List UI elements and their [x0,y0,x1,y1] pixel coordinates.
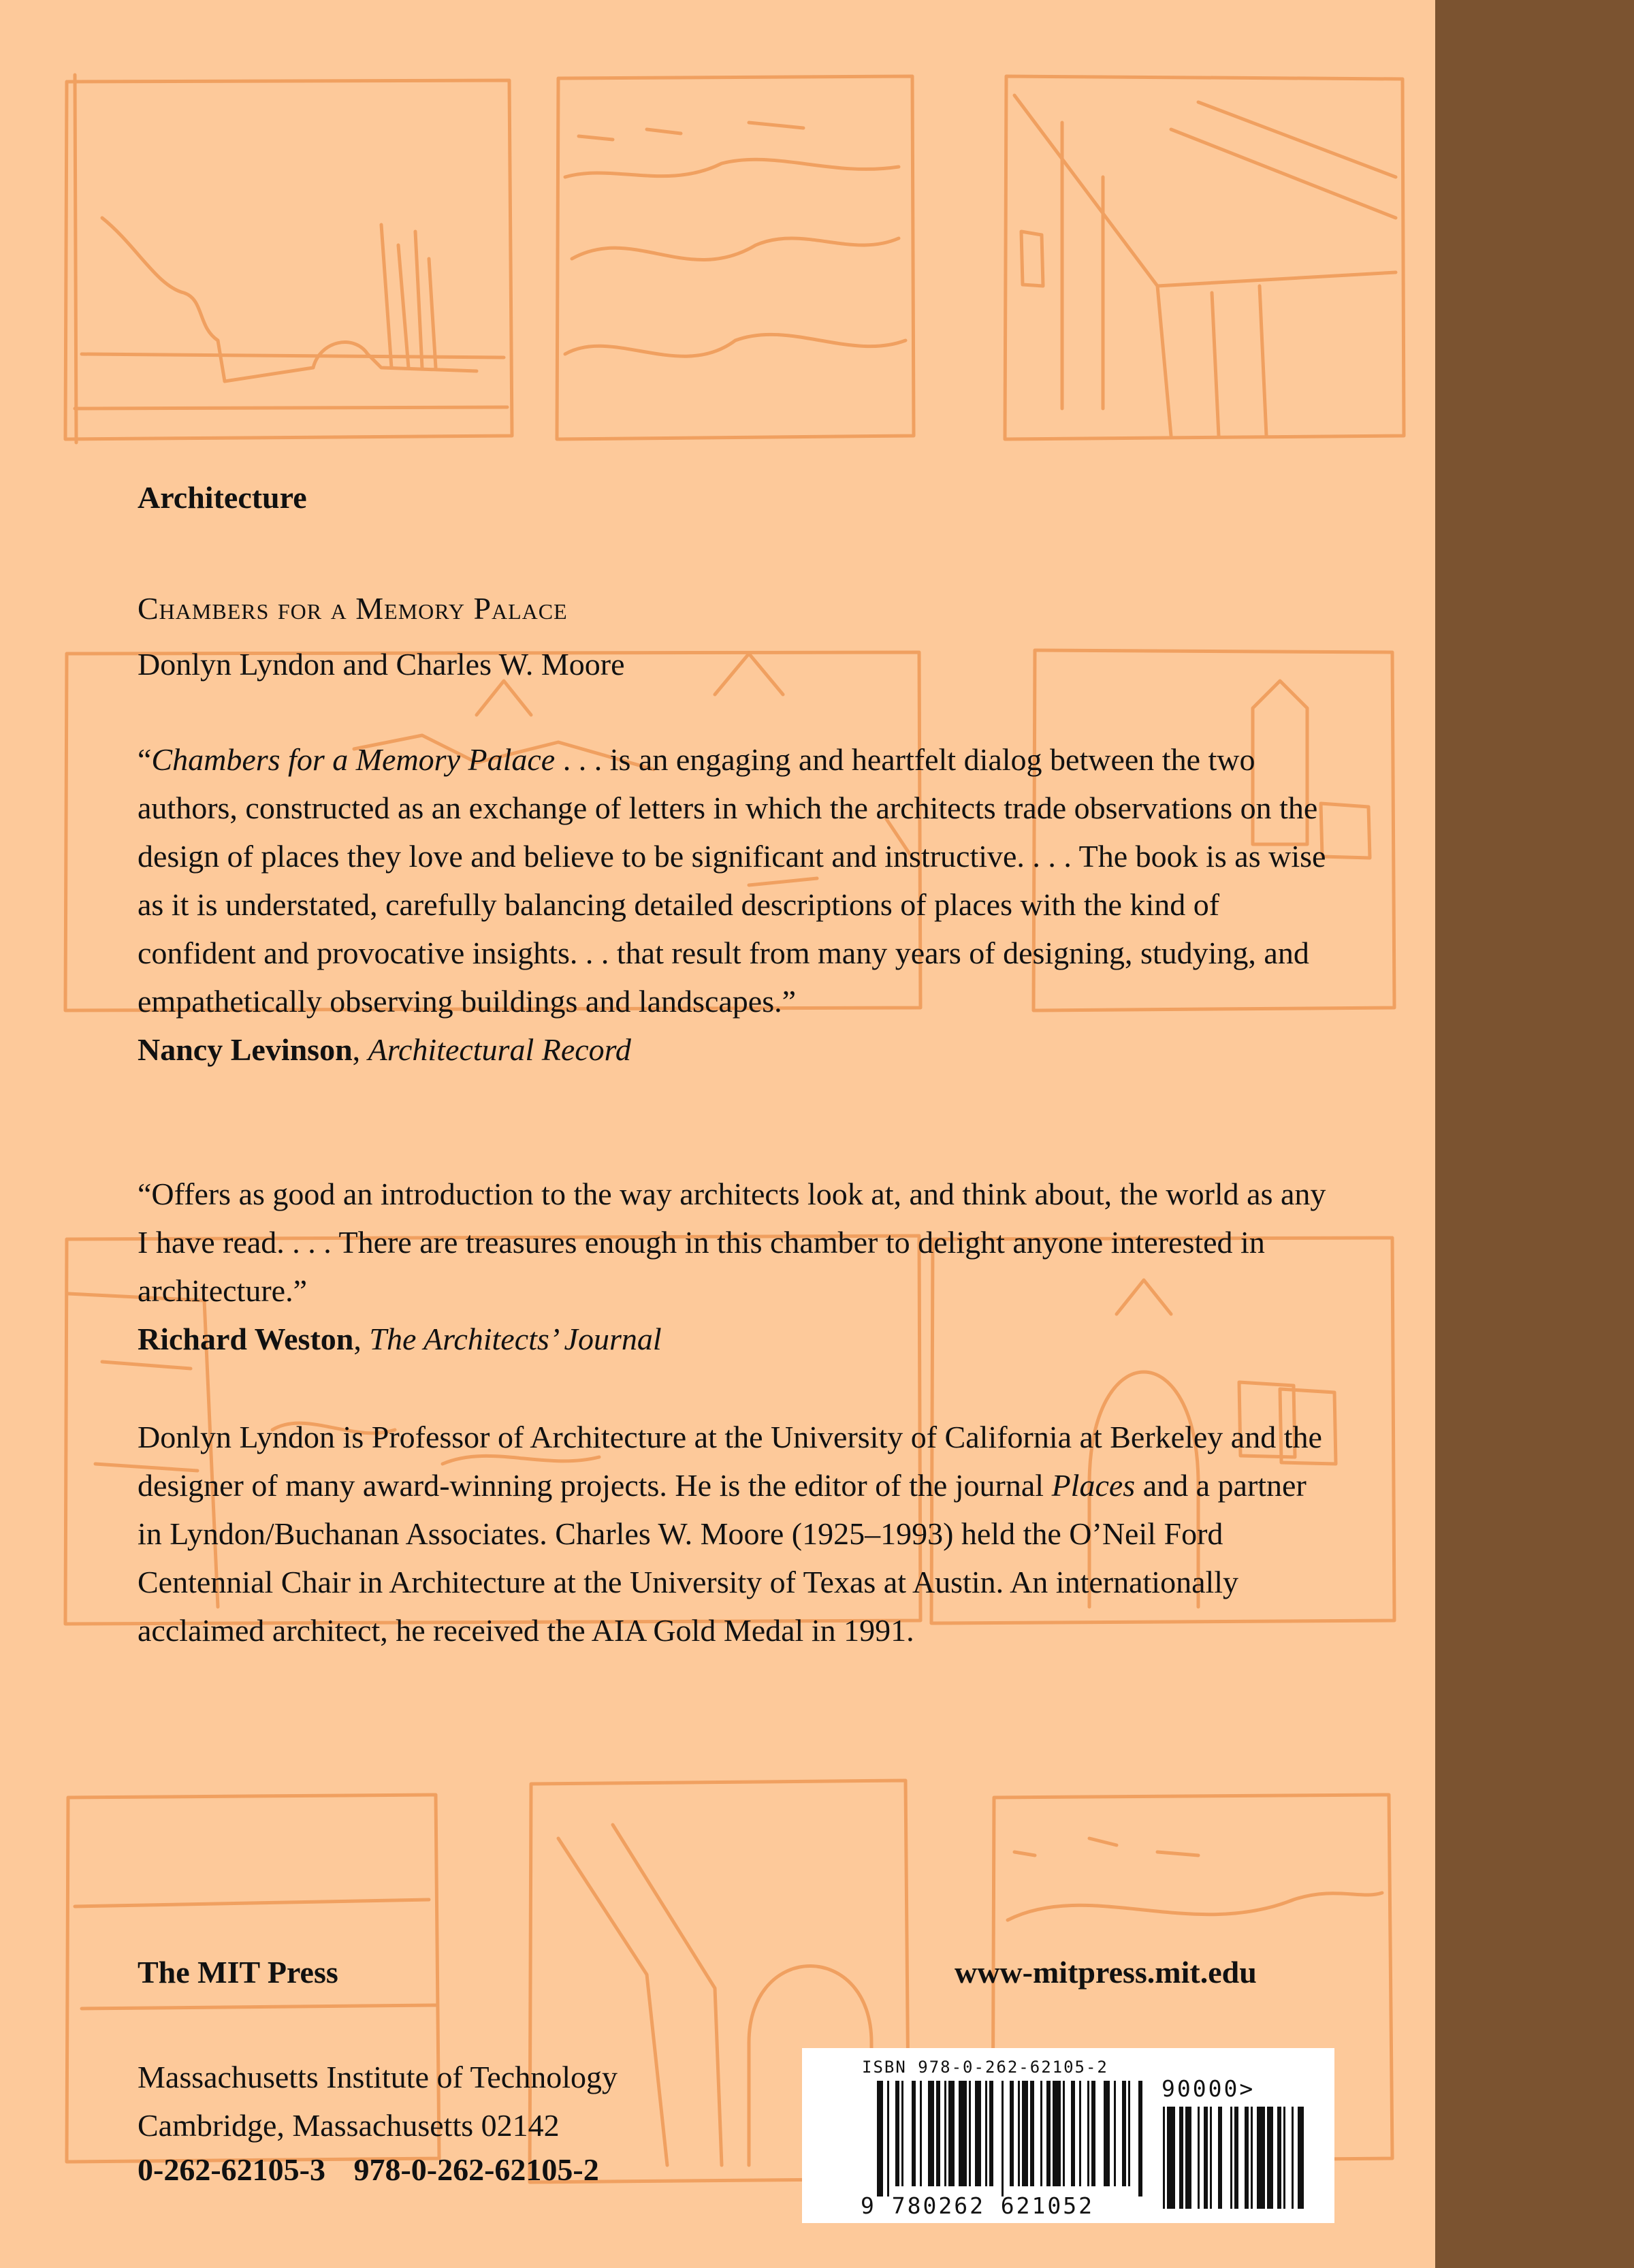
sketch-coastal-view [557,76,914,439]
address-line-1: Massachusetts Institute of Technology [138,2060,618,2094]
barcode-bar [1022,2081,1028,2186]
bio-text-2: and a partner in Lyndon/Buchanan Associates. Charles W. Moore (1925–1993) held the O’Neil Ford Centennial Chair in Architecture at the University of Texas at Austin. An internationally acclaimed architect, he received the AIA Gold Medal in 1991. [138,1468,1307,1648]
barcode-bar [895,2081,899,2186]
author-bio [138,1413,1336,1655]
barcode-addon-bar [1230,2107,1232,2209]
category-label: Architecture [138,480,307,515]
barcode-bar [1071,2081,1075,2186]
barcode-addon-bar [1167,2107,1175,2209]
sketch-landscape-wall [65,75,512,443]
barcode-bar [1087,2081,1089,2186]
review-1-attribution: Nancy Levinson, Architectural Record [138,1032,631,1067]
quoted-book-title: Chambers for a Memory Palace [151,742,556,777]
barcode-bar [1122,2081,1126,2186]
barcode-bar [1040,2081,1042,2186]
barcode-bar [1128,2081,1130,2186]
barcode-bar [1002,2081,1004,2197]
review-1-source: Architectural Record [368,1032,631,1067]
barcode-bar [936,2081,940,2186]
barcode-bar [959,2081,967,2186]
isbn-13: 978-0-262-62105-2 [353,2152,599,2187]
barcode-bar [1114,2081,1116,2186]
barcode-addon-digits: 90000> [1162,2075,1255,2102]
barcode-bar [1104,2081,1110,2186]
bio-journal-name: Places [1051,1468,1136,1503]
review-1 [138,735,1336,1074]
review-2-attribution: Richard Weston, The Architects’ Journal [138,1322,662,1356]
barcode-addon-bar [1283,2107,1285,2209]
barcode-bar [975,2081,981,2186]
publisher-address [138,2053,618,2150]
review-1-reviewer: Nancy Levinson [138,1032,353,1067]
barcode-bar [989,2081,993,2186]
barcode-bar [1053,2081,1061,2186]
review-1-quote-text: . . . is an engaging and heartfelt dialog between the two authors, constructed as an exchange of letters in which the architects trade observations on the design of places they love and believe to be significant and instructive. . . . The book is as wise as it is understated, carefully balancing detailed descriptions of places with the kind of confident and provocative insights. . . that result from many years of designing, studying, and empathetically observing buildings and landscapes.” [138,742,1326,1019]
sketch-interior-arcade [1005,76,1404,439]
barcode-bar [1010,2081,1014,2186]
barcode-addon-bar [1251,2107,1253,2209]
barcode-addon-bar [1267,2107,1273,2209]
barcode-addon-bar [1198,2107,1200,2209]
barcode-addon-bar [1257,2107,1265,2209]
quote-open: “ [138,742,152,777]
review-2-quote: “Offers as good an introduction to the way architects look at, and think about, the world as any I have read. . . . There are treasures enough in this chamber to delight anyone interested in architecture.” [138,1177,1326,1308]
barcode-bar [1030,2081,1034,2186]
barcode-bar [948,2081,955,2186]
review-2-reviewer: Richard Weston [138,1322,354,1356]
review-2 [138,1170,1336,1363]
book-authors: Donlyn Lyndon and Charles W. Moore [138,647,625,682]
isbn-10: 0-262-62105-3 [138,2152,325,2187]
barcode-bar [901,2081,903,2186]
address-line-2: Cambridge, Massachusetts 02142 [138,2108,560,2143]
bio-text-1: Donlyn Lyndon is Professor of Architecture at the University of California at Berkeley and the designer of many award-winning projects. He is the editor of the journal [138,1420,1322,1503]
barcode-addon-bar [1292,2107,1294,2209]
review-2-source: The Architects’ Journal [369,1322,662,1356]
isbn-numbers [138,2152,599,2188]
barcode-bar [912,2081,916,2186]
barcode-addon-bar [1163,2107,1165,2209]
barcode-addon-bar [1218,2107,1222,2209]
barcode-bar [887,2081,889,2197]
barcode-isbn-label: ISBN 978-0-262-62105-2 [862,2058,1108,2077]
barcode-digits: 9 780262 621052 [861,2192,1095,2219]
barcode-bar [985,2081,987,2186]
barcode-addon-bar [1234,2107,1238,2209]
barcode-bar [1018,2081,1020,2186]
barcode-addon-bar [1245,2107,1249,2209]
barcode-bar [1079,2081,1081,2186]
review-1-quote [138,735,1336,1025]
barcode-bar [920,2081,922,2186]
barcode-bar [877,2081,883,2197]
barcode-bar [944,2081,946,2186]
barcode-bar [1046,2081,1051,2186]
barcode-addon-bar [1204,2107,1208,2209]
barcode-addon-bar [1277,2107,1281,2209]
publisher-website: www-mitpress.mit.edu [955,1955,1257,1990]
publisher-name: The MIT Press [138,1955,338,1990]
barcode-addon-bar [1298,2107,1304,2209]
barcode-bar [928,2081,934,2186]
book-title: Chambers for a Memory Palace [138,591,568,626]
book-spine [1435,0,1634,2268]
barcode-addon-bar [1210,2107,1212,2209]
barcode-bar [969,2081,971,2186]
barcode-addon-bar [1179,2107,1183,2209]
barcode-panel [802,2048,1334,2223]
barcode-addon-bar [1185,2107,1191,2209]
barcode-bar [1138,2081,1142,2197]
barcode-bar [1091,2081,1095,2186]
barcode-bar [1063,2081,1065,2186]
